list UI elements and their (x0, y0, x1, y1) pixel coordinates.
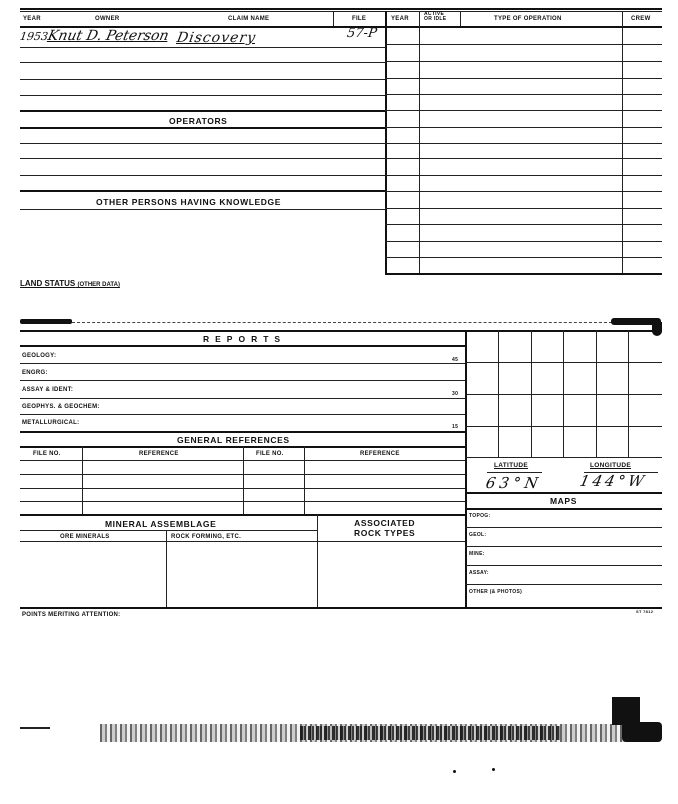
report-metallurgical-num: 15 (452, 424, 459, 430)
entry-claim-name: Discovery (175, 30, 258, 46)
scan-block (612, 697, 640, 725)
report-assay-num: 30 (452, 391, 459, 397)
report-geology: GEOLOGY: (22, 353, 57, 359)
mineral-assemblage-title: MINERAL ASSEMBLAGE (105, 519, 217, 529)
header-year-2: YEAR (391, 16, 409, 22)
report-metallurgical: METALLURGICAL: (22, 420, 80, 426)
header-file: FILE (352, 16, 367, 22)
ref-header-file-no-1: FILE NO. (33, 451, 61, 457)
scan-mark-left (20, 319, 72, 324)
maps-title: MAPS (550, 496, 577, 506)
maps-mine: MINE: (469, 551, 485, 557)
longitude-label: LONGITUDE (590, 462, 631, 469)
entry-owner: Knut D. Peterson (46, 28, 171, 44)
header-owner: OWNER (95, 16, 120, 22)
latitude-value: 63°N (484, 474, 544, 492)
ref-header-reference-1: REFERENCE (139, 451, 179, 457)
latitude-label: LATITUDE (494, 462, 529, 469)
header-claim-name: CLAIM NAME (228, 16, 270, 22)
other-persons-label: OTHER PERSONS HAVING KNOWLEDGE (96, 197, 282, 207)
report-geology-num: 45 (452, 357, 459, 363)
maps-topog: TOPOG: (469, 513, 491, 519)
maps-assay: ASSAY: (469, 570, 489, 576)
maps-geol: GEOL: (469, 532, 487, 538)
land-status-label: LAND STATUS (OTHER DATA) (20, 279, 120, 288)
general-references-title: GENERAL REFERENCES (177, 435, 290, 445)
ref-header-reference-2: REFERENCE (360, 451, 400, 457)
reports-title: REPORTS (203, 334, 287, 344)
form-number: ST 7812 (636, 609, 654, 614)
longitude-value: 144°W (578, 472, 649, 490)
rock-forming-label: ROCK FORMING, ETC. (171, 534, 242, 540)
points-meriting-attention-label: POINTS MERITING ATTENTION: (22, 612, 121, 618)
entry-file: 57-P (345, 26, 378, 41)
header-year: YEAR (23, 16, 41, 22)
ore-minerals-label: ORE MINERALS (60, 534, 110, 540)
report-assay: ASSAY & IDENT: (22, 387, 74, 393)
header-crew: CREW (631, 16, 651, 22)
report-geophys: GEOPHYS. & GEOCHEM: (22, 404, 100, 410)
header-type-of-operation: TYPE OF OPERATION (494, 16, 562, 22)
operators-label: OPERATORS (169, 116, 228, 126)
maps-other: OTHER (& PHOTOS) (469, 589, 523, 595)
header-active-idle: ACTIVE OR IDLE (424, 11, 447, 22)
associated-rock-types-label: ASSOCIATED ROCK TYPES (354, 518, 416, 538)
ref-header-file-no-2: FILE NO. (256, 451, 284, 457)
entry-year: 1953 (19, 30, 49, 43)
report-engrg: ENGRG: (22, 370, 48, 376)
